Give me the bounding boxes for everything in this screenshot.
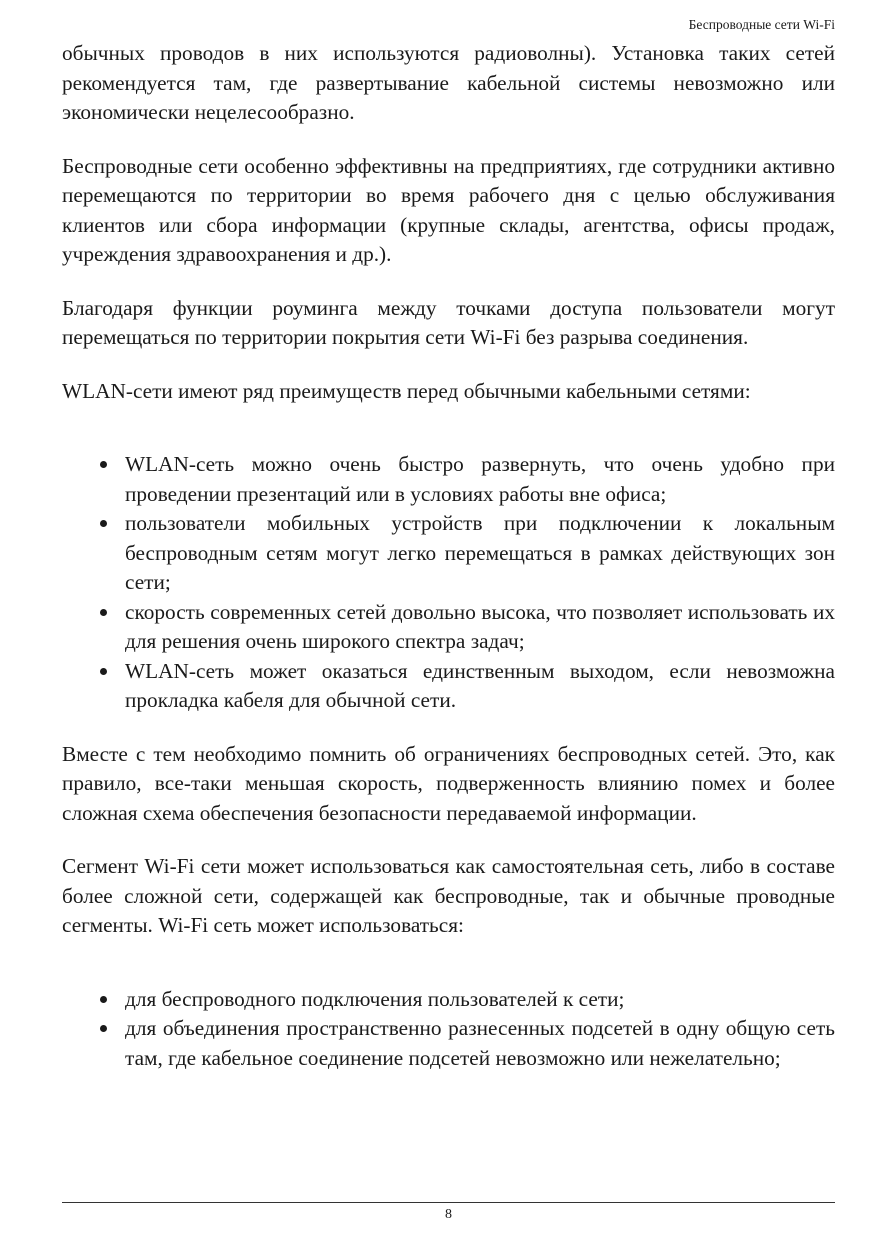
list-item bbox=[125, 509, 835, 598]
list-item-text: для беспроводного подключения пользователей к сети; bbox=[125, 986, 625, 1011]
bullet-icon bbox=[100, 668, 107, 675]
paragraph-advantages-intro: WLAN-сети имеют ряд преимуществ перед обычными кабельными сетями: bbox=[62, 378, 751, 403]
bullet-icon bbox=[100, 996, 107, 1003]
list-item-text: WLAN-сеть можно очень быстро развернуть, что очень удобно при проведении презентаций или в условиях работы вне офиса; bbox=[125, 452, 835, 506]
advantages-list bbox=[62, 430, 835, 716]
bullet-icon bbox=[100, 461, 107, 468]
list-item bbox=[125, 450, 835, 509]
list-item bbox=[125, 1014, 835, 1073]
paragraph-intro-continuation: обычных проводов в них используются радиоволны). Установка таких сетей рекомендуется там, где развертывание кабельной системы невозможно или экономически нецелесообразно. bbox=[62, 41, 835, 124]
running-header: Беспроводные сети Wi-Fi bbox=[688, 17, 835, 32]
list-item-text: скорость современных сетей довольно высока, что позволяет использовать их для решения очень широкого спектра задач; bbox=[125, 599, 835, 653]
document-page bbox=[62, 0, 835, 1241]
bullet-icon bbox=[100, 520, 107, 527]
list-item-text: WLAN-сеть может оказаться единственным выходом, если невозможна прокладка кабеля для обычной сети. bbox=[125, 658, 835, 712]
page-number: 8 bbox=[445, 1207, 452, 1222]
bullet-icon bbox=[100, 609, 107, 616]
footer-divider bbox=[62, 1202, 835, 1203]
paragraph-roaming: Благодаря функции роуминга между точками доступа пользователи могут перемещаться по территории покрытия сети Wi-Fi без разрыва соединения. bbox=[62, 295, 835, 349]
paragraph-segment-usage: Сегмент Wi-Fi сети может использоваться как самостоятельная сеть, либо в составе более сложной сети, содержащей как беспроводные, так и обычные проводные сегменты. Wi-Fi сеть может использоваться: bbox=[62, 854, 835, 937]
body-text bbox=[62, 39, 835, 1097]
list-item bbox=[125, 598, 835, 657]
list-item-text: для объединения пространственно разнесенных подсетей в одну общую сеть там, где кабельное соединение подсетей невозможно или нежелательно; bbox=[125, 1016, 835, 1070]
list-item bbox=[125, 985, 835, 1015]
bullet-icon bbox=[100, 1025, 107, 1032]
paragraph-enterprise-use: Беспроводные сети особенно эффективны на предприятиях, где сотрудники активно перемещаются по территории во время рабочего дня с целью обслуживания клиентов или сбора информации (крупные склады, агентства, офисы продаж, учреждения здравоохранения и др.). bbox=[62, 153, 835, 266]
list-item bbox=[125, 657, 835, 716]
usage-list bbox=[62, 965, 835, 1074]
list-item-text: пользователи мобильных устройств при подключении к локальным беспроводным сетям могут легко перемещаться в рамках действующих зон сети; bbox=[125, 511, 835, 594]
paragraph-limitations: Вместе с тем необходимо помнить об ограничениях беспроводных сетей. Это, как правило, все-таки меньшая скорость, подверженность влиянию помех и более сложная схема обеспечения безопасности передаваемой информации. bbox=[62, 741, 835, 825]
